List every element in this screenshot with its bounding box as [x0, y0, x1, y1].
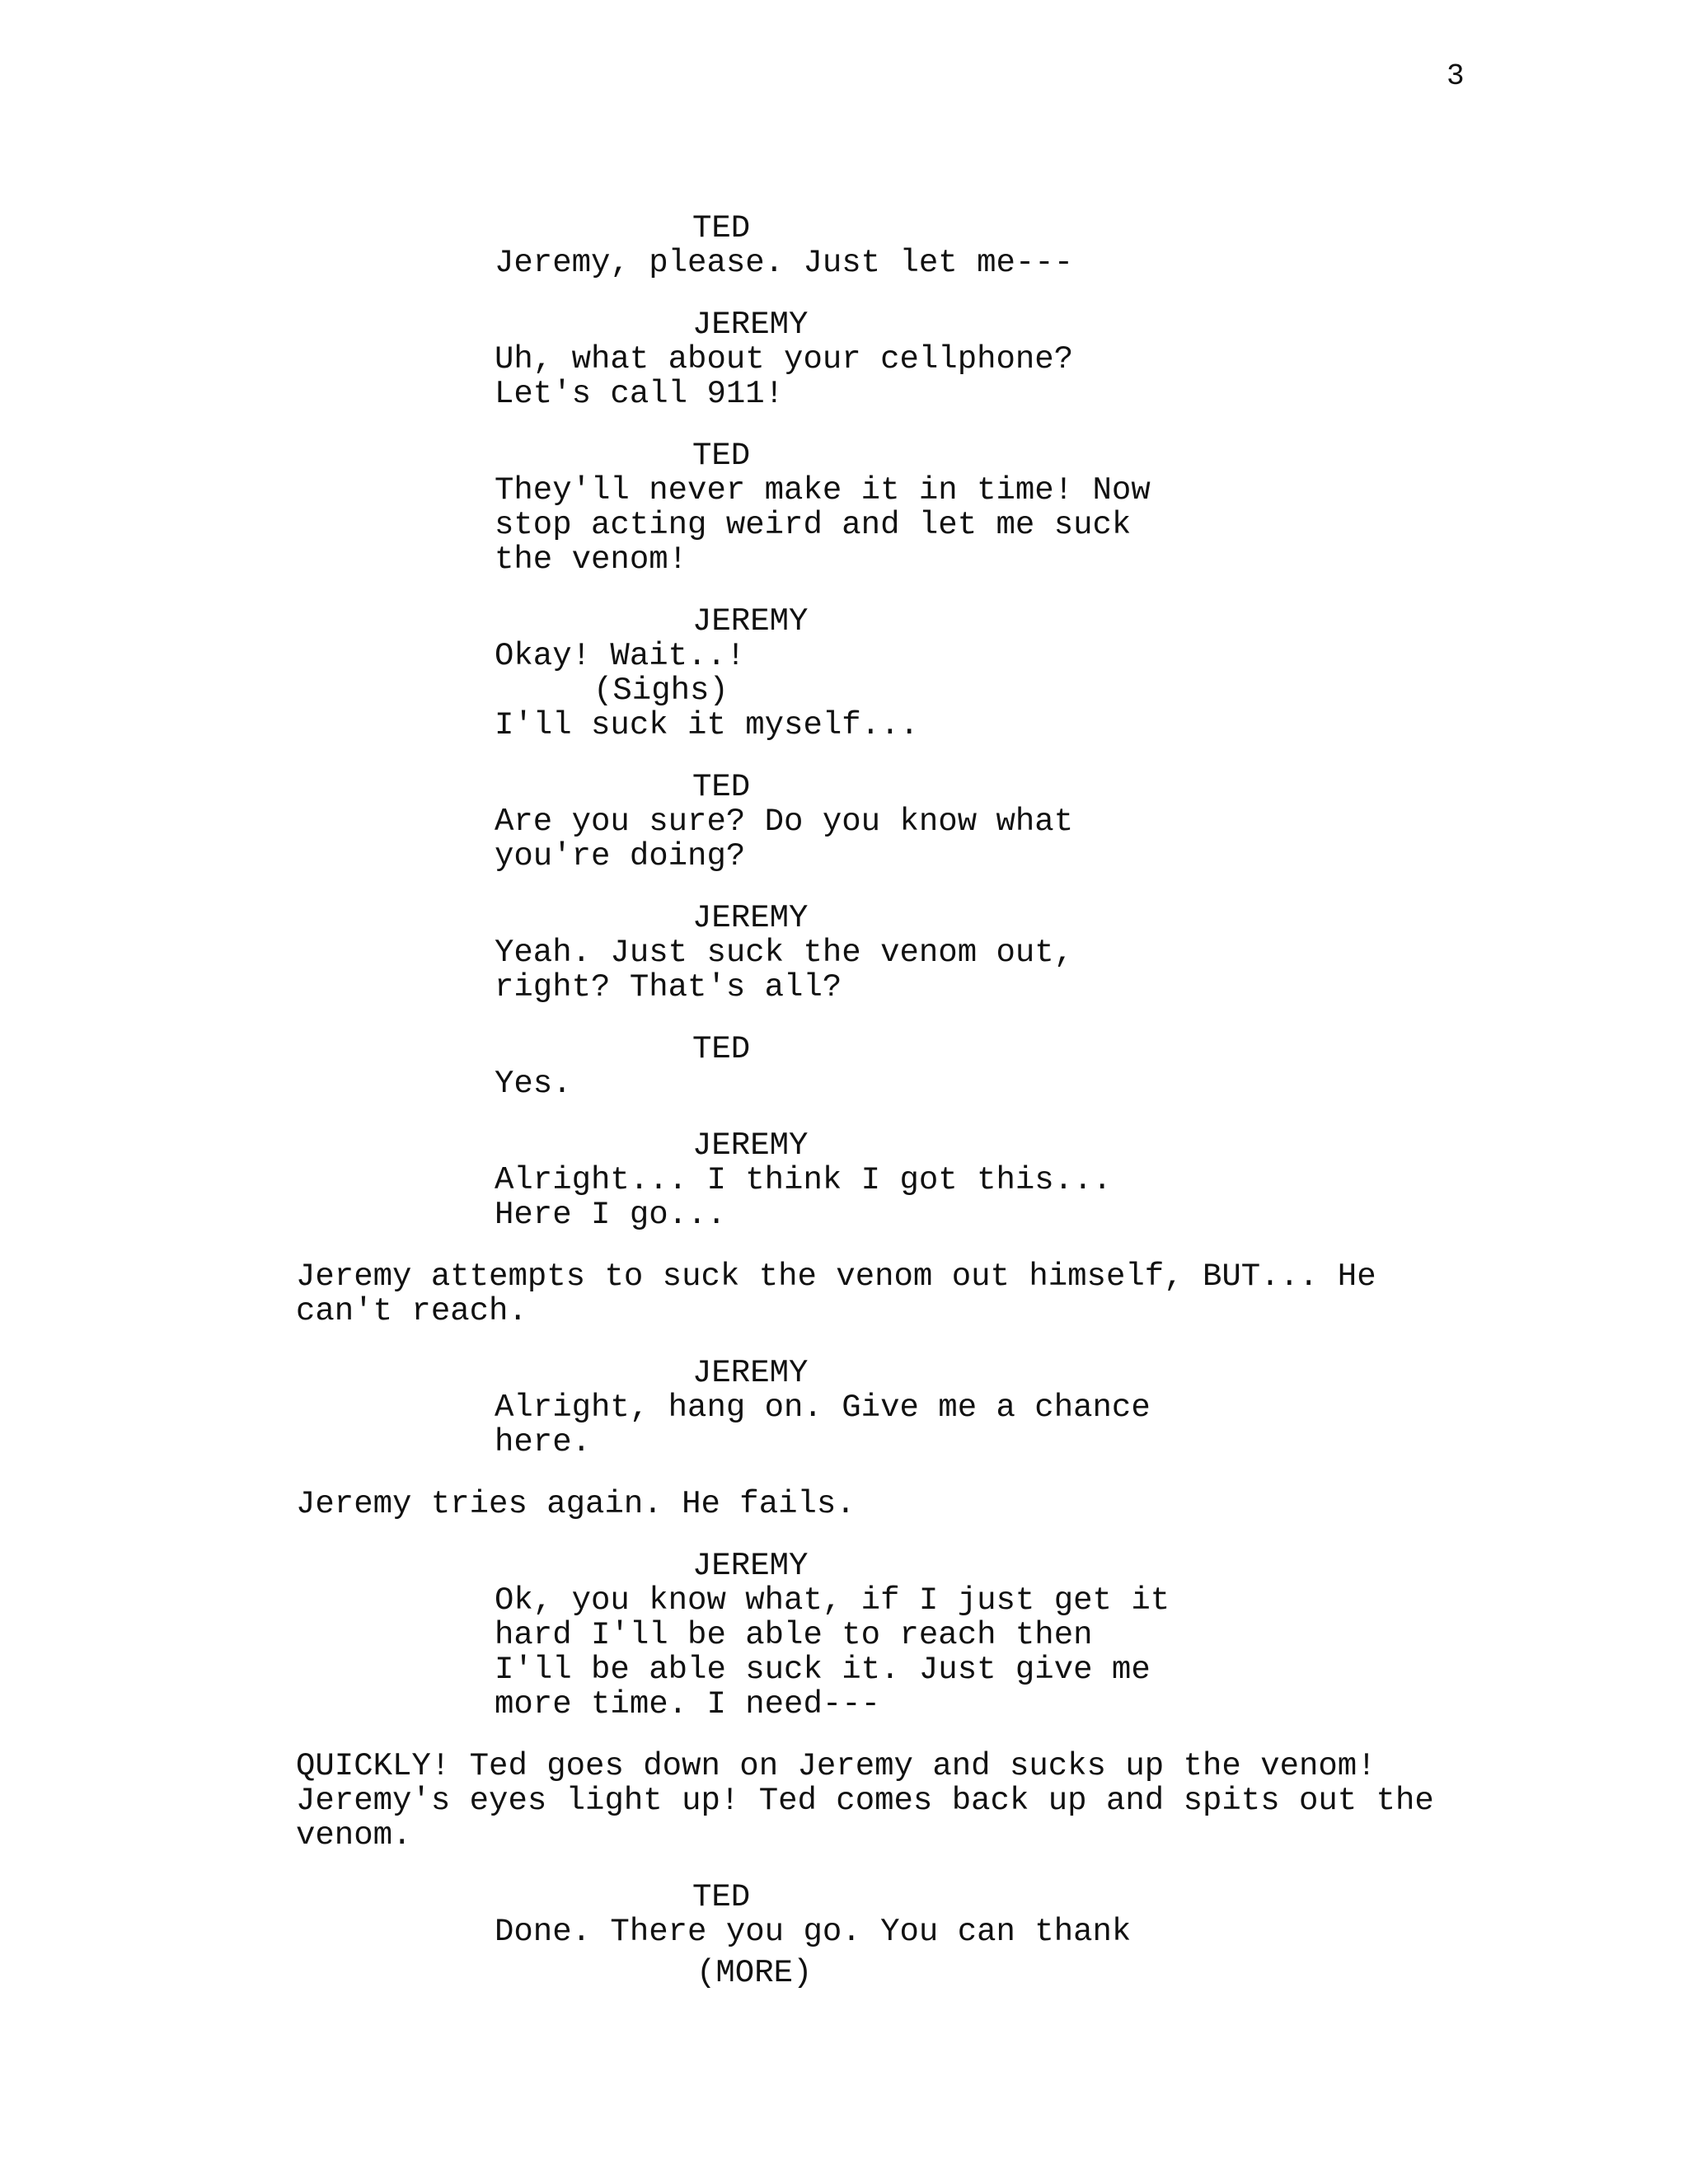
- action-block: [0, 1487, 1688, 1521]
- character-name: JEREMY: [692, 603, 809, 640]
- script-body: [0, 211, 1688, 2018]
- action-line: QUICKLY! Ted goes down on Jeremy and sucks up the venom!: [296, 1748, 1376, 1784]
- page-number: 3: [1447, 59, 1465, 93]
- action-block: [0, 1749, 1688, 1853]
- dialogue-block: [0, 1032, 1688, 1101]
- character-name: JEREMY: [692, 900, 809, 936]
- character-name: TED: [692, 769, 751, 805]
- action-line: Jeremy attempts to suck the venom out himself, BUT... He: [296, 1258, 1376, 1295]
- dialogue-line: Okay! Wait..!: [495, 638, 746, 674]
- dialogue-block: [0, 1356, 1688, 1460]
- character-name: TED: [692, 1879, 751, 1915]
- dialogue-line: Alright, hang on. Give me a chance: [495, 1390, 1151, 1426]
- dialogue-line: Jeremy, please. Just let me---: [495, 245, 1074, 281]
- dialogue-block: [0, 1128, 1688, 1232]
- more-marker: (MORE): [696, 1955, 813, 1991]
- dialogue-line: Alright... I think I got this...: [495, 1162, 1112, 1198]
- action-block: [0, 1259, 1688, 1329]
- dialogue-block: [0, 604, 1688, 743]
- character-name: TED: [692, 1031, 751, 1067]
- dialogue-line: Let's call 911!: [495, 376, 785, 412]
- dialogue-line: here.: [495, 1424, 592, 1460]
- dialogue-line: Uh, what about your cellphone?: [495, 341, 1074, 377]
- dialogue-block: [0, 211, 1688, 280]
- character-name: TED: [692, 438, 751, 474]
- dialogue-line: the venom!: [495, 541, 688, 578]
- dialogue-line: stop acting weird and let me suck: [495, 507, 1132, 543]
- action-line: Jeremy's eyes light up! Ted comes back up and spits out the: [296, 1783, 1434, 1819]
- action-line: Jeremy tries again. He fails.: [296, 1486, 856, 1522]
- character-name: JEREMY: [692, 307, 809, 343]
- dialogue-line: They'll never make it in time! Now: [495, 472, 1151, 509]
- dialogue-line: Yes.: [495, 1066, 572, 1102]
- dialogue-line: Yeah. Just suck the venom out,: [495, 935, 1074, 971]
- dialogue-line: Are you sure? Do you know what: [495, 804, 1074, 840]
- character-name: JEREMY: [692, 1548, 809, 1584]
- dialogue-block: [0, 1880, 1688, 1990]
- dialogue-line: you're doing?: [495, 838, 746, 874]
- dialogue-line: Ok, you know what, if I just get it: [495, 1582, 1170, 1619]
- dialogue-line: I'll suck it myself...: [495, 707, 919, 743]
- dialogue-block: [0, 438, 1688, 577]
- dialogue-line: more time. I need---: [495, 1686, 881, 1722]
- character-name: JEREMY: [692, 1127, 809, 1164]
- character-name: JEREMY: [692, 1355, 809, 1391]
- character-name: TED: [692, 210, 751, 246]
- action-line: venom.: [296, 1817, 412, 1854]
- dialogue-line: Here I go...: [495, 1197, 726, 1233]
- dialogue-block: [0, 307, 1688, 411]
- dialogue-line: Done. There you go. You can thank: [495, 1914, 1132, 1950]
- action-line: can't reach.: [296, 1293, 528, 1329]
- parenthetical: (Sighs): [593, 673, 729, 709]
- dialogue-block: [0, 901, 1688, 1005]
- dialogue-line: hard I'll be able to reach then: [495, 1617, 1093, 1653]
- dialogue-line: right? That's all?: [495, 969, 842, 1005]
- dialogue-line: I'll be able suck it. Just give me: [495, 1652, 1151, 1688]
- dialogue-block: [0, 1549, 1688, 1722]
- dialogue-block: [0, 770, 1688, 874]
